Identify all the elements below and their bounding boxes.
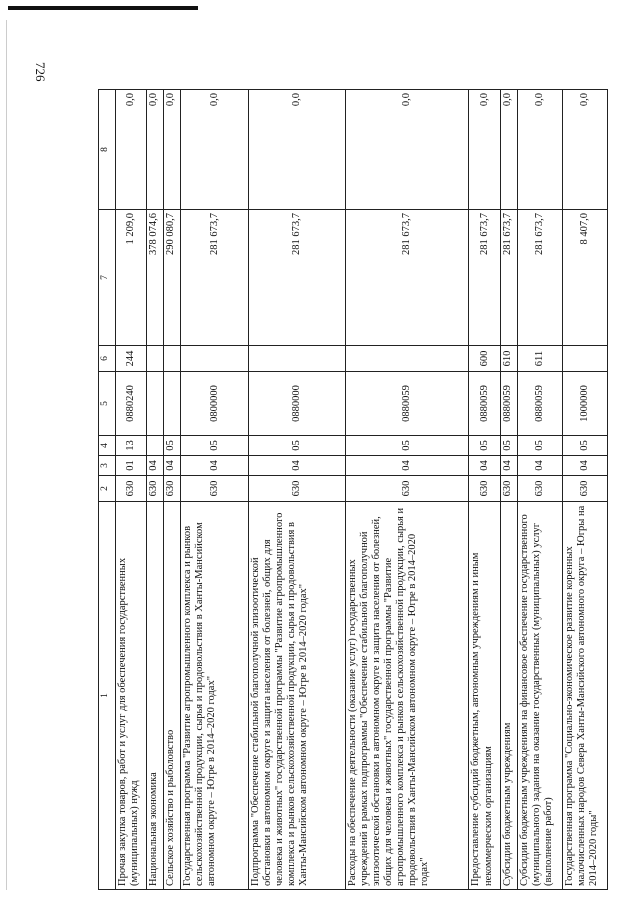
amount-2-cell: 0,0: [181, 90, 249, 210]
subsection-cell: 05: [562, 436, 607, 456]
table-row: [248, 90, 345, 890]
column-number: 8: [99, 90, 116, 210]
amount-2-cell: 0,0: [164, 90, 181, 210]
table-row: [181, 90, 249, 890]
admin-code-cell: 630: [115, 476, 147, 502]
amount-cell: 281 673,7: [248, 210, 345, 346]
amount-cell: 8 407,0: [562, 210, 607, 346]
rotated-table-container: [98, 90, 608, 890]
table-row: [500, 90, 517, 890]
section-cell: 04: [181, 456, 249, 476]
target-article-cell: 0880059: [500, 372, 517, 436]
subsection-cell: [147, 436, 164, 456]
amount-cell: 378 074,6: [147, 210, 164, 346]
expense-type-cell: [562, 346, 607, 372]
row-name-cell: Сельское хозяйство и рыболовство: [164, 502, 181, 890]
admin-code-cell: 630: [469, 476, 501, 502]
amount-cell: 290 080,7: [164, 210, 181, 346]
expense-type-cell: [248, 346, 345, 372]
amount-2-cell: 0,0: [248, 90, 345, 210]
table-row: [115, 90, 147, 890]
expense-type-cell: [164, 346, 181, 372]
subsection-cell: 13: [115, 436, 147, 456]
subsection-cell: 05: [469, 436, 501, 456]
target-article-cell: 0800000: [181, 372, 249, 436]
column-number: 7: [99, 210, 116, 346]
column-number: 5: [99, 372, 116, 436]
column-number: 2: [99, 476, 116, 502]
subsection-cell: 05: [500, 436, 517, 456]
amount-cell: 281 673,7: [181, 210, 249, 346]
target-article-cell: 0880000: [248, 372, 345, 436]
table-row: [345, 90, 469, 890]
row-name-cell: Расходы на обеспечение деятельности (оказание услуг) государственных учреждений в рамках подпрограммы "Обеспечение стабильной благополучной эпизоотической обстановки в автономном округе и защита населения от болезней, общих для человека и животных" государственной программы "Развитие агропромышленного комплекса и рынков сельскохозяйственной продукции, сырья и продовольствия в Ханты-Мансийском автономном округе – Югре в 2014–2020 годах": [345, 502, 469, 890]
expense-type-cell: [345, 346, 469, 372]
table-row: [517, 90, 562, 890]
section-cell: 04: [562, 456, 607, 476]
admin-code-cell: 630: [562, 476, 607, 502]
subsection-cell: 05: [181, 436, 249, 456]
column-number: 3: [99, 456, 116, 476]
amount-cell: 281 673,7: [517, 210, 562, 346]
table-row: [147, 90, 164, 890]
amount-2-cell: 0,0: [345, 90, 469, 210]
amount-2-cell: 0,0: [469, 90, 501, 210]
column-number-row: [99, 90, 116, 890]
row-name-cell: Предоставление субсидий бюджетным, автономным учреждениям и иным некоммерческим организациям: [469, 502, 501, 890]
table-row: [469, 90, 501, 890]
subsection-cell: 05: [248, 436, 345, 456]
expense-type-cell: 244: [115, 346, 147, 372]
section-cell: 04: [469, 456, 501, 476]
section-cell: 04: [248, 456, 345, 476]
row-name-cell: Прочая закупка товаров, работ и услуг для обеспечения государственных (муниципальных) нужд: [115, 502, 147, 890]
amount-cell: 1 209,0: [115, 210, 147, 346]
top-scan-bar: [8, 6, 198, 10]
expense-type-cell: [147, 346, 164, 372]
target-article-cell: [147, 372, 164, 436]
amount-cell: 281 673,7: [469, 210, 501, 346]
admin-code-cell: 630: [345, 476, 469, 502]
subsection-cell: 05: [345, 436, 469, 456]
section-cell: 04: [500, 456, 517, 476]
expense-type-cell: 600: [469, 346, 501, 372]
section-cell: 04: [517, 456, 562, 476]
section-cell: 01: [115, 456, 147, 476]
section-cell: 04: [164, 456, 181, 476]
row-name-cell: Государственная программа "Развитие агропромышленного комплекса и рынков сельскохозяйственной продукции, сырья и продовольствия в Ханты-Мансийском автономном округе – Югре в 2014–2020 годах": [181, 502, 249, 890]
row-name-cell: Национальная экономика: [147, 502, 164, 890]
column-number: 4: [99, 436, 116, 456]
subsection-cell: 05: [517, 436, 562, 456]
budget-table: [98, 89, 608, 890]
admin-code-cell: 630: [147, 476, 164, 502]
admin-code-cell: 630: [517, 476, 562, 502]
section-cell: 04: [147, 456, 164, 476]
admin-code-cell: 630: [248, 476, 345, 502]
row-name-cell: Субсидии бюджетным учреждениям: [500, 502, 517, 890]
row-name-cell: Подпрограмма "Обеспечение стабильной благополучной эпизоотической обстановки в автономном округе и защита населения от болезней, общих для человека и животных" государственной программы "Развитие агропромышленного комплекса и рынков сельскохозяйственной продукции, сырья и продовольствия в Ханты-Мансийском автономном округе – Югре в 2014–2020 годах": [248, 502, 345, 890]
expense-type-cell: 610: [500, 346, 517, 372]
amount-2-cell: 0,0: [562, 90, 607, 210]
column-number: 1: [99, 502, 116, 890]
target-article-cell: 0880059: [469, 372, 501, 436]
target-article-cell: 1000000: [562, 372, 607, 436]
target-article-cell: 0880059: [517, 372, 562, 436]
target-article-cell: 0880059: [345, 372, 469, 436]
section-cell: 04: [345, 456, 469, 476]
page-number: 726: [33, 62, 48, 82]
amount-cell: 281 673,7: [500, 210, 517, 346]
expense-type-cell: [181, 346, 249, 372]
row-name-cell: Субсидии бюджетным учреждениям на финансовое обеспечение государственного (муниципального) задания на оказание государственных (муниципальных) услуг (выполнение работ): [517, 502, 562, 890]
amount-2-cell: 0,0: [517, 90, 562, 210]
column-number: 6: [99, 346, 116, 372]
subsection-cell: 05: [164, 436, 181, 456]
row-name-cell: Государственная программа "Социально-экономическое развитие коренных малочисленных народов Севера Ханты-Мансийского автономного округа – Югры на 2014–2020 годы": [562, 502, 607, 890]
table-row: [164, 90, 181, 890]
target-article-cell: [164, 372, 181, 436]
amount-2-cell: 0,0: [115, 90, 147, 210]
admin-code-cell: 630: [164, 476, 181, 502]
amount-2-cell: 0,0: [147, 90, 164, 210]
table-row: [562, 90, 607, 890]
admin-code-cell: 630: [500, 476, 517, 502]
amount-2-cell: 0,0: [500, 90, 517, 210]
scan-edge-line: [6, 20, 7, 890]
admin-code-cell: 630: [181, 476, 249, 502]
amount-cell: 281 673,7: [345, 210, 469, 346]
expense-type-cell: 611: [517, 346, 562, 372]
target-article-cell: 0880240: [115, 372, 147, 436]
